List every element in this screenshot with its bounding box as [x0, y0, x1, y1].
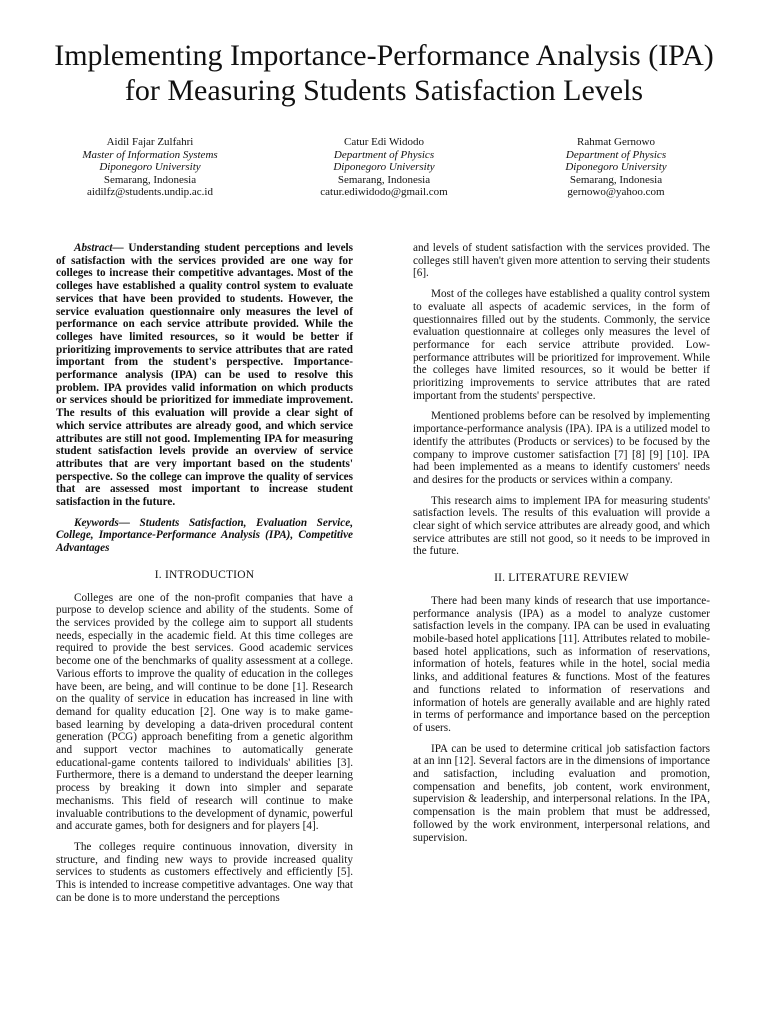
author-name: Catur Edi Widodo — [343, 136, 424, 148]
abstract — [56, 242, 353, 509]
author-name: Rahmat Gernowo — [577, 136, 655, 148]
paper-title: Implementing Importance-Performance Analysis (IPA) for Measuring Students Satisfaction Levels — [54, 39, 714, 107]
right-column — [413, 242, 710, 852]
body-paragraph: The colleges require continuous innovation, diversity in structure, and finding new ways to provide increased quality services to students as customers effectively and efficiently [5]. This is intended to increase competitive advantages. One way that can be done is to more understand the perceptions — [56, 840, 353, 904]
left-column — [56, 242, 353, 912]
author-2 — [264, 136, 504, 199]
body-paragraph: There had been many kinds of research that use importance-performance analysis (IPA) as a model to analyze customer satisfaction levels in the company. IPA can be used in evaluating mobile-based hotel applications [11]. Attributes related to mobile-based hotel applications, such as information of reservations, information of hotels, features while in the hotel, social media links, and additional features & functions. Most of the features and functions related to information of reservations and information of hotels are generally available and are highly rated in terms of performance and importance based on the perception of users. — [413, 594, 710, 734]
keywords — [56, 517, 353, 555]
body-paragraph: Mentioned problems before can be resolved by implementing importance-performance analysis (IPA). IPA is a utilized model to identify the attributes (Products or services) to be focused by the company to improve customer satisfaction [7] [8] [9] [10]. IPA had been implemented as a means to identify customers' needs and desires for the products or services within a company. — [413, 410, 710, 486]
body-paragraph: Most of the colleges have established a quality control system to evaluate all aspects of academic services, in the form of questionnaires filled out by the students. Commonly, the service evaluation questionnaire at colleges only measures the level of performance for each service attribute provided. Low-performance attributes will be prioritized for improvement. While the colleges have limited resources, so it would be better if prioritizing improvements to service attributes that are rated important from the students' perspective. — [413, 288, 710, 402]
author-location: Semarang, Indonesia — [103, 173, 197, 186]
author-location: Semarang, Indonesia — [569, 173, 663, 186]
author-3 — [496, 136, 736, 199]
author-university: Diponegoro University — [565, 161, 667, 174]
body-paragraph: IPA can be used to determine critical job satisfaction factors at an inn [12]. Several factors are in the dimensions of importance and satisfaction, including evaluation and promotion, compensation and benefits, job content, work environment, supervision & leadership, and interpersonal relations. In the IPA, compensation is the main problem that must be addressed, followed by the work environment, interpersonal relations, and supervision. — [413, 742, 710, 844]
section-heading-literature-review: II. LITERATURE REVIEW — [494, 572, 629, 585]
author-department: Master of Information Systems — [82, 148, 218, 161]
author-email: gernowo@yahoo.com — [567, 186, 665, 199]
author-university: Diponegoro University — [99, 161, 201, 174]
abstract-text: Understanding student perceptions and levels of satisfaction with the services provided are one way for colleges to increase their competitive advantages. Most of the colleges have established a quality control system to evaluate services that have been provided to students. However, the service evaluation questionnaire only measures the level of performance on each service attribute provided. While the colleges have limited resources, so it would be better if prioritizing improvements to service attributes that are rated important from the student's perspective. Importance-performance analysis (IPA) can be used to resolve this problem. IPA provides valid information on which products or services should be prioritized for immediate improvement. The results of this evaluation will provide a clear sight of which service attributes are already good, and which service attributes are still not good. Implementing IPA for measuring student satisfaction levels provide an overview of service attributes that are very important based on the students' perspective. So the college can improve the quality of services that are assessed most important to increase student satisfaction in the future. — [56, 242, 353, 509]
author-location: Semarang, Indonesia — [337, 173, 431, 186]
author-1 — [30, 136, 270, 199]
body-paragraph: This research aims to implement IPA for measuring students' satisfaction levels. The results of this evaluation will provide a clear sight of which service attributes are already good, and which service attributes are still not good, so it needs to be improved in the future. — [413, 494, 710, 558]
author-email: aidilfz@students.undip.ac.id — [87, 186, 213, 199]
keywords-text: Students Satisfaction, Evaluation Service, College, Importance-Performance Analysis (IPA), Competitive Advantages — [56, 516, 353, 555]
author-department: Department of Physics — [333, 148, 435, 161]
section-heading-introduction: I. INTRODUCTION — [154, 568, 255, 581]
keywords-label: Keywords— — [74, 516, 130, 529]
body-paragraph: Colleges are one of the non-profit companies that have a purpose to develop science and ability of the students. Some of the services provided by the college aim to support all students needs, especially in the academic field. At this time colleges are required to provide the best services. Good academic services become one of the benchmarks of quality assessment at a college. Various efforts to improve the quality of education in the colleges have been, are being, and will continue to be done [1]. Research on the quality of service in education has increased in line with demand for quality education [2]. One way is to make game-based learning by developing a data-driven procedural content generation (PCG) approach benefiting from a genetic algorithm and support vector machines to automatically generate educational-game contents tailored to individuals' abilities [3]. Furthermore, there is a demand to understand the deeper learning process by breaking it down into simpler and separate mechanisms. This field of research will continue to make invaluable contributions to the development of dynamic, powerful and accurate games, both for designers and for players [4]. — [56, 591, 353, 833]
body-paragraph: and levels of student satisfaction with the services provided. The colleges still haven't given more attention to serving their students [6]. — [413, 242, 710, 280]
author-email: catur.ediwidodo@gmail.com — [320, 186, 448, 199]
author-department: Department of Physics — [565, 148, 667, 161]
author-university: Diponegoro University — [333, 161, 435, 174]
abstract-label: Abstract— — [74, 242, 124, 254]
author-name: Aidil Fajar Zulfahri — [106, 136, 194, 148]
